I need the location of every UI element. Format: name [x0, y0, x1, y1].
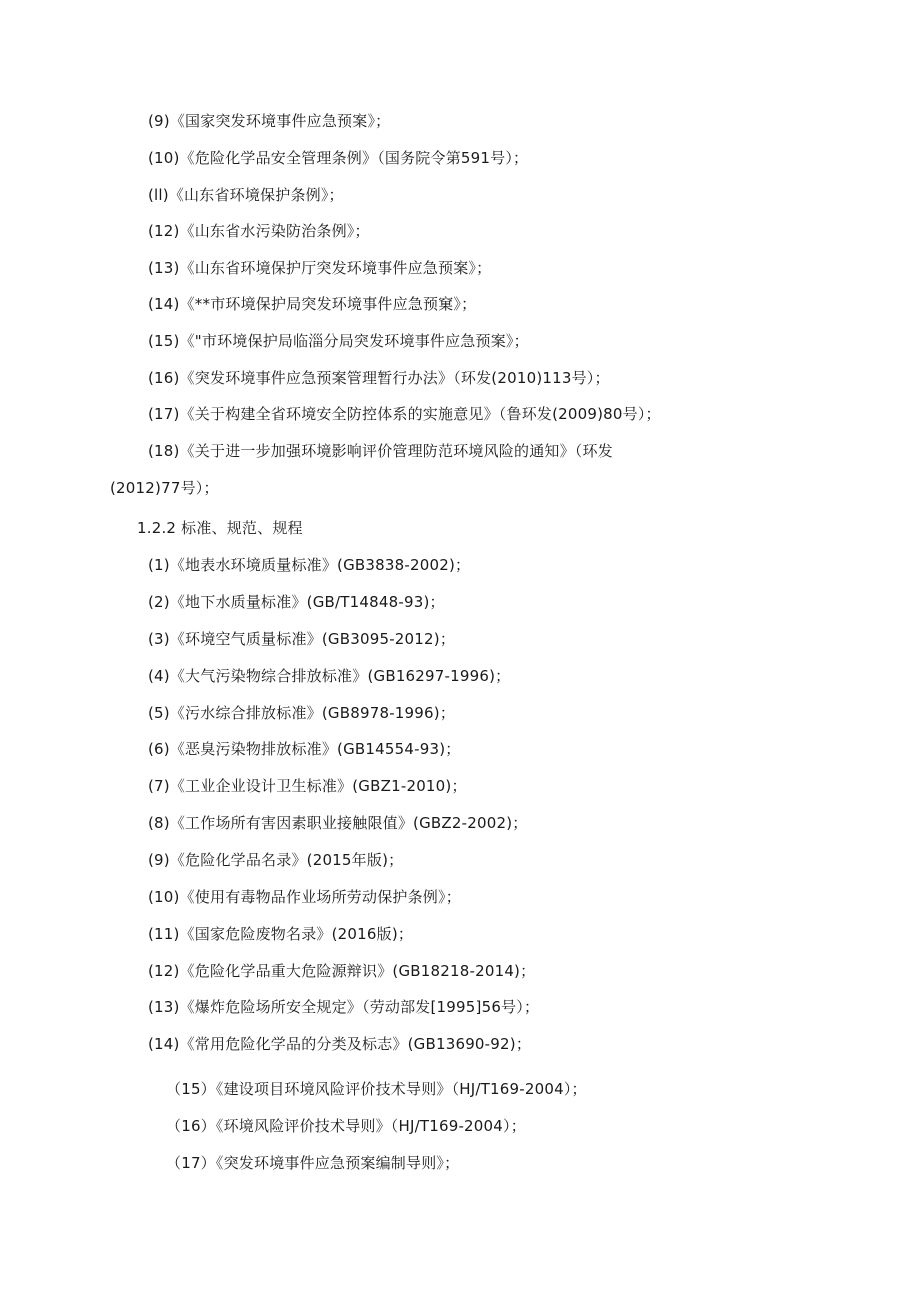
list-item: (11)《国家危险废物名录》(2016版)； [148, 925, 414, 943]
list-item: (15)《"市环境保护局临淄分局突发环境事件应急预案》； [148, 332, 529, 350]
list-item: (13)《山东省环境保护厅突发环境事件应急预案》； [148, 259, 492, 277]
list-item: （16）《环境风险评价技术导则》（HJ/T169-2004）； [166, 1117, 526, 1135]
list-item: (2)《地下水质量标准》(GB/T14848-93)； [148, 593, 445, 611]
list-item: (18)《关于进一步加强环境影响评价管理防范环境风险的通知》（环发 [148, 442, 613, 460]
list-item: (5)《污水综合排放标准》(GB8978-1996)； [148, 704, 456, 722]
list-item: (4)《大气污染物综合排放标准》(GB16297-1996)； [148, 667, 511, 685]
list-item: (14)《**市环境保护局突发环境事件应急预窠》； [148, 295, 477, 313]
list-item: (17)《关于构建全省环境安全防控体系的实施意见》（鲁环发(2009)80号）； [148, 405, 661, 423]
list-item: (16)《突发环境事件应急预案管理暂行办法》（环发(2010)113号）； [148, 369, 610, 387]
list-item: (9)《危险化学品名录》(2015年版)； [148, 851, 404, 869]
list-item: (12)《危险化学品重大危险源辩识》(GB18218-2014)； [148, 962, 536, 980]
list-item: (8)《工作场所有害因素职业接触限值》(GBZ2-2002)； [148, 814, 528, 832]
list-item-continuation: (2012)77号）； [110, 479, 219, 497]
list-item: (10)《危险化学品安全管理条例》（国务院令第591号）； [148, 149, 529, 167]
list-item: (13)《爆炸危险场所安全规定》（劳动部发[1995]56号）； [148, 998, 540, 1016]
list-item: (ll)《山东省环境保护条例》； [148, 186, 344, 204]
section-title: 1.2.2 标准、规范、规程 [137, 519, 303, 537]
list-item: (9)《国家突发环境事件应急预案》； [148, 112, 391, 130]
list-item: (14)《常用危险化学品的分类及标志》(GB13690-92)； [148, 1035, 532, 1053]
list-item: (3)《环境空气质量标准》(GB3095-2012)； [148, 630, 456, 648]
list-item: (10)《使用有毒物品作业场所劳动保护条例》； [148, 888, 461, 906]
list-item: (6)《恶臭污染物排放标准》(GB14554-93)； [148, 740, 461, 758]
list-item: (12)《山东省水污染防治条例》； [148, 222, 370, 240]
list-item: (1)《地表水环境质量标准》(GB3838-2002)； [148, 556, 471, 574]
list-item: （17）《突发环境事件应急预案编制导则》； [166, 1154, 460, 1172]
list-item: (7)《工业企业设计卫生标准》(GBZ1-2010)； [148, 777, 467, 795]
list-item: （15）《建设项目环境风险评价技术导则》（HJ/T169-2004）； [166, 1080, 587, 1098]
